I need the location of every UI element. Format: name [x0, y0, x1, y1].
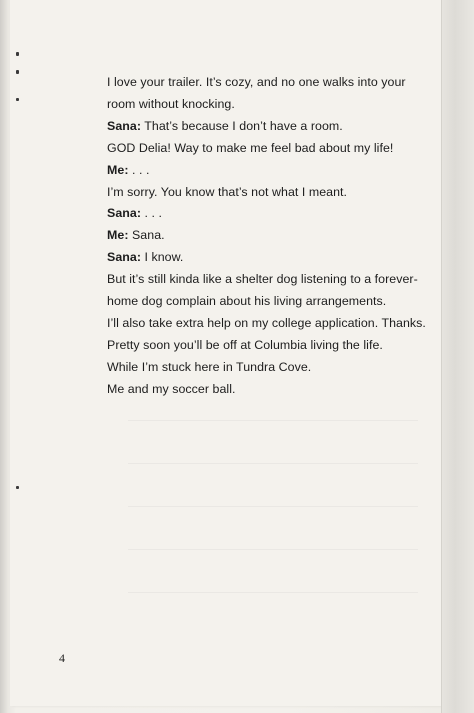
text-line	[107, 335, 427, 357]
line-text: Sana.	[128, 228, 165, 243]
bleed-through	[128, 506, 418, 507]
line-text: Me and my soccer ball.	[107, 381, 236, 396]
dialogue-text	[107, 72, 427, 401]
text-line	[107, 116, 427, 138]
binding-mark	[16, 98, 19, 101]
line-text: room without knocking.	[107, 96, 235, 111]
speaker-label: Sana:	[107, 118, 141, 133]
bleed-through	[128, 463, 418, 464]
text-line	[107, 291, 427, 313]
text-line	[107, 182, 427, 204]
bleed-through	[128, 549, 418, 550]
text-line	[107, 160, 427, 182]
binding-mark	[16, 486, 19, 489]
line-text: But it’s still kinda like a shelter dog listening to a forever-	[107, 272, 418, 287]
speaker-label: Me:	[107, 228, 129, 243]
line-text: Pretty soon you’ll be off at Columbia living the life.	[107, 337, 383, 352]
binding-mark	[16, 52, 19, 56]
line-text: . . .	[128, 162, 150, 177]
line-text: home dog complain about his living arrangements.	[107, 294, 387, 309]
next-page-edge	[441, 0, 474, 713]
binding-mark	[16, 70, 19, 74]
bleed-through	[128, 420, 418, 421]
line-text: While I’m stuck here in Tundra Cove.	[107, 359, 312, 374]
text-line	[107, 138, 427, 160]
line-text: I love your trailer. It’s cozy, and no one walks into your	[107, 75, 406, 89]
line-text: That’s because I don’t have a room.	[141, 118, 343, 133]
line-text: I’m sorry. You know that’s not what I meant.	[107, 184, 348, 199]
speaker-label: Sana:	[107, 206, 141, 221]
speaker-label: Me:	[107, 162, 129, 177]
text-line	[107, 225, 427, 247]
text-line	[107, 313, 427, 335]
bleed-through	[128, 592, 418, 593]
speaker-label: Sana:	[107, 250, 141, 265]
text-line	[107, 269, 427, 291]
text-line	[107, 379, 427, 401]
text-line	[107, 94, 427, 116]
text-line	[107, 203, 427, 225]
line-text: GOD Delia! Way to make me feel bad about my life!	[107, 140, 394, 155]
line-text: I know.	[141, 250, 184, 265]
page-number: 4	[59, 651, 65, 665]
text-line	[107, 357, 427, 379]
line-text: . . .	[141, 206, 162, 221]
line-text: I’ll also take extra help on my college application. Thanks.	[107, 315, 426, 330]
text-line	[107, 72, 427, 94]
text-line	[107, 247, 427, 269]
